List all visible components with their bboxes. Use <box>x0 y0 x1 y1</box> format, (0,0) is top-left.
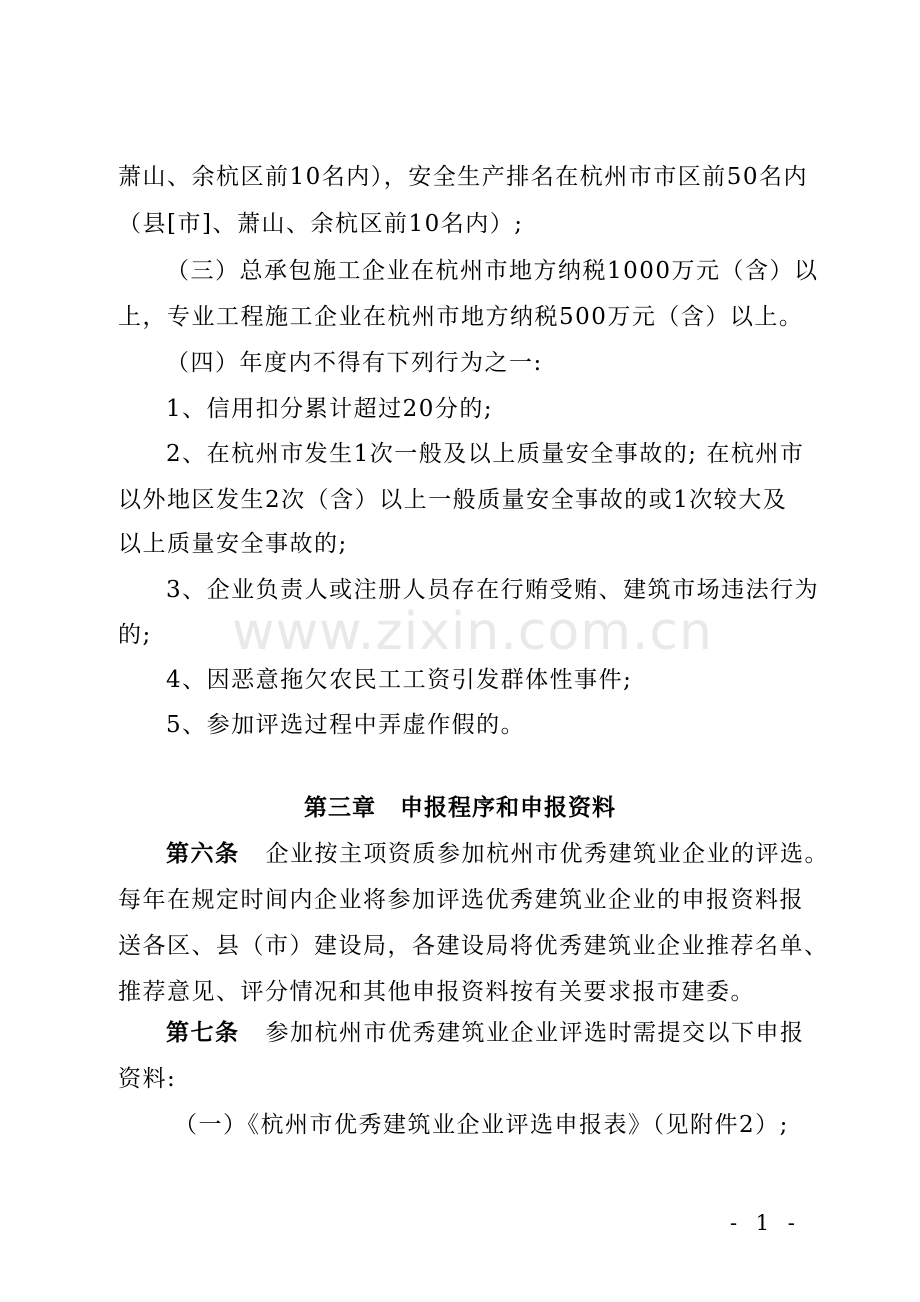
article-6-first-line <box>166 843 829 866</box>
paragraph-line: 推荐意见、评分情况和其他申报资料按有关要求报市建委。 <box>118 979 755 1005</box>
list-item: 3、企业负责人或注册人员存在行贿受贿、建筑市场违法行为 <box>166 577 820 603</box>
list-item: 2、在杭州市发生1次一般及以上质量安全事故的; 在杭州市 <box>166 441 805 467</box>
list-item: 1、信用扣分累计超过20分的; <box>166 396 494 422</box>
list-item: 5、参加评选过程中弄虚作假的。 <box>166 712 526 738</box>
paragraph-line: 以外地区发生2次（含）以上一般质量安全事故的或1次较大及 <box>118 487 788 513</box>
paragraph-line: 萧山、余杭区前10名内），安全生产排名在杭州市市区前50名内 <box>118 164 809 190</box>
watermark: www.zixin.com.cn <box>232 602 713 662</box>
article-6-label: 第六条 <box>166 841 240 867</box>
paragraph-line: 送各区、县（市）建设局，各建设局将优秀建筑业企业推荐名单、 <box>118 933 829 959</box>
paragraph-line: 资料: <box>118 1066 177 1092</box>
paragraph-line: （县[市]、萧山、余杭区前10名内）; <box>118 211 524 237</box>
paragraph-line: （三）总承包施工企业在杭州市地方纳税1000万元（含）以 <box>166 258 819 284</box>
article-7-text: 参加杭州市优秀建筑业企业评选时需提交以下申报 <box>265 1020 805 1046</box>
list-item: （一）《杭州市优秀建筑业企业评选申报表》（见附件2）; <box>174 1112 789 1138</box>
page-number: - 1 - <box>730 1211 801 1235</box>
paragraph-line: 的; <box>118 622 152 648</box>
article-6-text: 企业按主项资质参加杭州市优秀建筑业企业的评选。 <box>265 841 829 867</box>
article-7-label: 第七条 <box>166 1020 240 1046</box>
paragraph-line: 每年在规定时间内企业将参加评选优秀建筑业企业的申报资料报 <box>118 887 804 913</box>
list-item: 4、因恶意拖欠农民工工资引发群体性事件; <box>166 667 633 693</box>
paragraph-line: 上，专业工程施工企业在杭州市地方纳税500万元（含）以上。 <box>118 304 804 330</box>
paragraph-line: 以上质量安全事故的; <box>118 531 348 557</box>
article-7-first-line <box>166 1022 805 1045</box>
chapter-heading: 第三章 申报程序和申报资料 <box>304 795 616 821</box>
paragraph-line: （四）年度内不得有下列行为之一: <box>166 350 543 376</box>
